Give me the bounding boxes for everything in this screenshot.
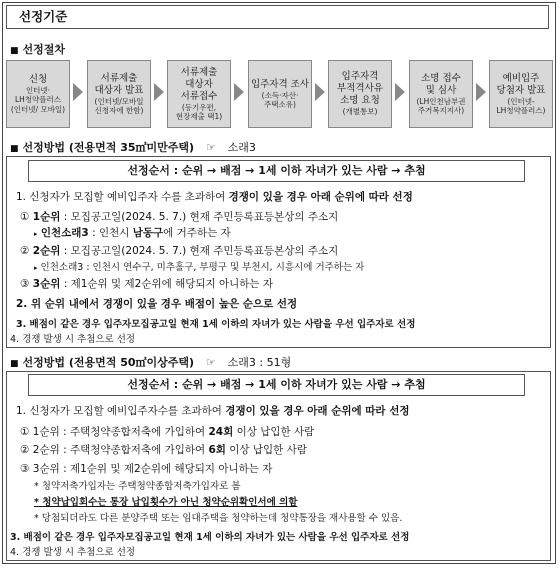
circled-number: ② [20,245,30,257]
text-bold: 경쟁이 있을 경우 아래 순위에 따라 선정 [228,191,413,203]
step-detail: (인터넷/ 모바일) [10,104,66,114]
arrow-right-icon [154,83,164,101]
text-bold: 6회 [208,444,226,456]
page-title: 선정기준 [6,5,549,29]
section-label: 선정절차 [22,43,66,56]
text: 1순위 : 주택청약종합저축에 가입하여 [32,426,209,438]
step-title: 서류제출 [180,66,218,78]
rule-line-3: 3. 배점이 같은 경우 입주자모집공고일 현재 1세 이하의 자녀가 있는 사람을 우선 입주자로 선정 [10,532,410,543]
procedure-step [6,60,70,128]
rank-3 [20,462,272,476]
section-label: 선정방법 (전용면적 50㎡이상주택) [22,356,195,369]
circled-number: ② [20,444,30,456]
step-title: 및 심사 [425,84,457,96]
rank-text: : 모집공고일(2024. 5. 7.) 현재 주민등록표등본상의 주소지 [60,245,339,257]
step-detail: (개별통보) [342,107,378,117]
circled-number: ① [20,426,30,438]
square-bullet-icon: ■ [10,46,19,56]
step-title: 부적격사유 [337,83,383,95]
text: 인천소래3 : 인천시 연수구, 미추홀구, 부평구 및 부천시, 시흥시에 거주하는 자 [40,262,365,273]
rank-1 [20,210,338,224]
step-detail: LH청약플러스 [14,95,62,105]
pointer-icon: ☞ [205,141,216,154]
text: 2순위 : 주택청약종합저축에 가입하여 [32,444,209,456]
text: 1. 신청자가 모집할 예비입주자수를 초과하여 [16,405,226,417]
rank-1 [20,425,314,439]
section-procedure-heading [10,41,65,57]
section-label: 선정방법 (전용면적 35㎡미만주택) [22,141,195,154]
step-detail: (인터넷/모바일 [94,96,144,106]
procedure-step [489,60,553,128]
asterisk-icon: * [34,513,39,524]
text: 청약납입회수는 통장 납입횟수가 아닌 청약순위확인서에 의함 [42,497,298,508]
step-title: 당첨자 발표 [496,84,546,96]
asterisk-icon: * [34,481,39,492]
selection-order: 선정순서 : 순위 → 배점 → 1세 이하 자녀가 있는 사람 → 추첨 [28,160,525,182]
step-detail: (인터넷- [507,96,535,106]
rank-label: 1순위 [32,211,61,223]
step-detail: 인터넷· [25,85,51,95]
step-detail: 현장제출 택1) [175,112,223,121]
step-title: 입주자격 조사 [250,78,310,90]
rule-line-4: 4. 경쟁 발생 시 추첨으로 선정 [10,547,136,558]
square-bullet-icon: ■ [10,144,19,154]
step-detail: 신청자에 한함) [94,106,144,115]
note-1 [34,480,241,494]
section-method-large-heading [10,354,291,370]
section-note: 소래3 [227,141,256,154]
text: : 인천시 [88,227,133,239]
region-label: 인천소래3 [40,227,89,239]
arrow-right-icon [234,83,244,101]
procedure-step [248,60,312,128]
step-title: 신청 [28,73,48,85]
text: 3순위 : 제1순위 및 제2순위에 해당되지 아니하는 자 [32,463,273,475]
step-title: 소명 요청 [340,95,380,107]
step-detail: 주택소유) [264,100,296,109]
text-bold: 경쟁이 있을 경우 아래 순위에 따라 선정 [225,405,410,417]
step-title: 대상자 [185,78,213,90]
rule-line-4: 4. 경쟁 발생 시 추첨으로 선정 [10,334,136,345]
step-detail: LH청약플러스) [496,106,546,115]
procedure-step [87,60,151,128]
step-title: 대상자 발표 [94,84,144,96]
triangle-bullet-icon: ▸ [34,230,38,238]
step-detail: 주거복지지사) [417,106,465,115]
text-bold: 24회 [208,426,234,438]
rank-label: 2순위 [32,245,61,257]
note-3 [34,512,402,526]
triangle-bullet-icon: ▸ [34,264,38,272]
text: 이상 납입한 사람 [225,444,307,456]
rule-line-3: 3. 배점이 같은 경우 입주자모집공고일 현재 1세 이하의 자녀가 있는 사람을 우선 입주자로 선정 [16,319,416,330]
step-title: 소명 접수 [421,72,461,84]
step-title: 입주자격 [341,71,379,83]
text: 당첨되더라도 다른 분양주택 또는 임대주택을 청약하는데 청약통장을 재사용할 수 있음. [41,513,403,524]
step-detail: (등기우편, [181,102,217,112]
procedure-step [328,60,392,128]
section-note: 소래3 : 51형 [227,356,292,369]
note-2 [34,496,297,510]
step-title: 예비입주 [502,72,540,84]
text-bold: 남동구 [132,227,164,239]
arrow-right-icon [395,83,405,101]
circled-number: ③ [20,463,30,475]
text: 1. 신청자가 모집할 예비입주자 수를 초과하여 [16,191,229,203]
rule-line-1 [16,404,410,418]
procedure-flow [6,60,551,130]
rank-label: 3순위 [32,278,61,290]
rule-line-1 [16,190,413,204]
text: 청약저축가입자는 주택청약종합저축가입자로 봄 [41,481,241,492]
step-title: 서류제출 [100,72,138,84]
procedure-step [167,60,231,128]
procedure-step [409,60,473,128]
rule-line-2: 2. 위 순위 내에서 경쟁이 있을 경우 배점이 높은 순으로 선정 [16,298,298,310]
selection-order: 선정순서 : 순위 → 배점 → 1세 이하 자녀가 있는 사람 → 추첨 [28,374,525,396]
arrow-right-icon [476,83,486,101]
arrow-right-icon [73,83,83,101]
square-bullet-icon: ■ [10,359,19,369]
circled-number: ① [20,211,30,223]
arrow-right-icon [315,83,325,101]
rank-text: : 모집공고일(2024. 5. 7.) 현재 주민등록표등본상의 주소지 [60,211,339,223]
text: 에 거주하는 자 [163,227,231,239]
rank-2-detail [34,261,364,275]
step-title: 서류접수 [180,90,218,102]
rank-text: : 제1순위 및 제2순위에 해당되지 아니하는 자 [60,278,274,290]
asterisk-icon: * [34,497,39,508]
rank-2 [20,443,307,457]
rank-1-detail [34,226,231,241]
rank-2 [20,244,338,258]
section-method-small-heading [10,139,256,155]
step-detail: (LH인천남부권 [416,96,466,106]
text: 이상 납입한 사람 [233,426,315,438]
circled-number: ③ [20,278,30,290]
step-detail: (소득·자산· [261,90,299,100]
rank-3 [20,277,273,291]
pointer-icon: ☞ [205,356,216,369]
